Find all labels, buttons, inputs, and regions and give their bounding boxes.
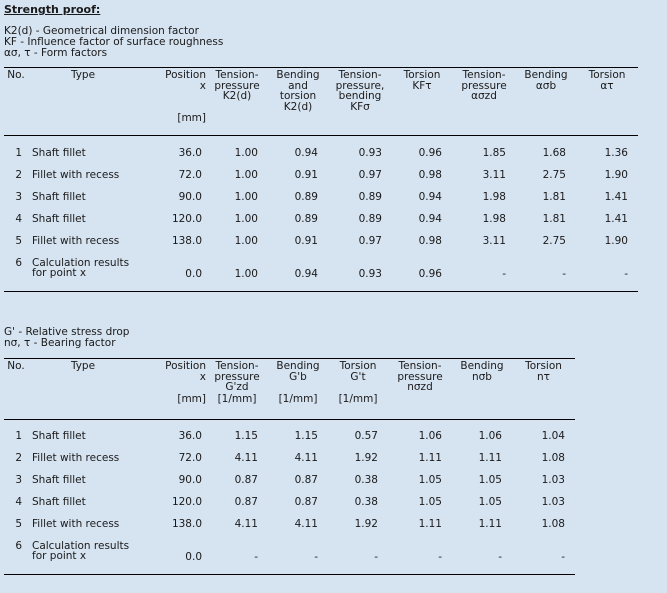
row-value: 0.89 — [358, 190, 382, 203]
row-value: 1.03 — [541, 473, 565, 486]
row-value: 0.97 — [358, 168, 382, 181]
row-position: 0.0 — [138, 258, 206, 292]
row-value: 4.11 — [234, 451, 258, 464]
row-number: 6 — [4, 258, 28, 292]
header-g-t: Torsion G't [1/mm] — [328, 359, 388, 405]
table-row — [4, 475, 575, 497]
row-value: 1.00 — [234, 190, 258, 203]
row-value: 1.81 — [542, 212, 566, 225]
table-row — [4, 541, 575, 575]
table-row — [4, 258, 638, 292]
row-value: 1.00 — [234, 212, 258, 225]
row-type: Fillet with recess — [32, 451, 120, 464]
row-value: 4.11 — [294, 517, 318, 530]
row-number: 5 — [15, 234, 22, 247]
row-number: 1 — [15, 146, 22, 159]
row-value: 4.11 — [294, 451, 318, 464]
row-value: 0.94 — [294, 146, 318, 159]
row-value: 0.96 — [392, 258, 452, 292]
row-number: 5 — [15, 517, 22, 530]
row-value: 0.98 — [418, 168, 442, 181]
row-value: 0.38 — [354, 495, 378, 508]
header-n-tau: Torsion nτ — [512, 359, 575, 405]
row-type: Shaft fillet — [32, 473, 86, 486]
header-type: Type — [28, 359, 138, 405]
row-value: - — [512, 541, 575, 575]
row-value: 1.36 — [604, 146, 628, 159]
row-value: 0.87 — [294, 473, 318, 486]
table-row — [4, 170, 638, 192]
row-type: Shaft fillet — [32, 429, 86, 442]
row-value: 1.90 — [604, 168, 628, 181]
row-value: - — [576, 258, 638, 292]
row-number: 3 — [15, 190, 22, 203]
legend-line: ασ, τ - Form factors — [4, 47, 108, 59]
row-value: 1.00 — [234, 234, 258, 247]
row-value: 1.06 — [418, 429, 442, 442]
row-value: 1.11 — [478, 451, 502, 464]
row-value: 1.04 — [541, 429, 565, 442]
legend-line: KF - Influence factor of surface roughness — [4, 36, 224, 48]
table-row — [4, 431, 575, 453]
table-header-row — [4, 68, 638, 124]
row-value: 1.08 — [541, 451, 565, 464]
table-row — [4, 519, 575, 541]
row-value: 1.05 — [418, 495, 442, 508]
row-number: 1 — [15, 429, 22, 442]
row-value: 0.89 — [294, 190, 318, 203]
row-value: - — [206, 541, 268, 575]
row-value: 0.87 — [234, 473, 258, 486]
row-value: 0.91 — [294, 234, 318, 247]
row-value: 1.00 — [206, 258, 268, 292]
header-no: No. — [4, 359, 28, 405]
row-value: 0.94 — [418, 190, 442, 203]
header-g-b: Bending G'b [1/mm] — [268, 359, 328, 405]
row-value: 1.11 — [418, 517, 442, 530]
row-value: 0.87 — [294, 495, 318, 508]
row-position: 72.0 — [178, 168, 202, 181]
row-value: 2.75 — [542, 168, 566, 181]
row-value: 0.93 — [358, 146, 382, 159]
row-position: 0.0 — [138, 541, 206, 575]
row-value: 1.92 — [354, 517, 378, 530]
row-value: 1.06 — [478, 429, 502, 442]
header-alpha-sigma-b: Bending ασb — [516, 68, 576, 124]
row-value: 1.68 — [542, 146, 566, 159]
row-type: Calculation results for point x — [28, 541, 138, 575]
legend-stress-drop — [4, 327, 129, 349]
row-number: 4 — [15, 212, 22, 225]
table-row — [4, 497, 575, 519]
row-value: - — [388, 541, 452, 575]
header-n-sigma-zd: Tension- pressure nσzd — [388, 359, 452, 405]
row-type: Fillet with recess — [32, 168, 120, 181]
row-position: 90.0 — [178, 190, 202, 203]
row-value: 0.98 — [418, 234, 442, 247]
row-value: 1.92 — [354, 451, 378, 464]
row-position: 36.0 — [178, 146, 202, 159]
header-position: Position x [mm] — [138, 359, 206, 405]
row-value: 0.94 — [268, 258, 328, 292]
row-value: 0.57 — [354, 429, 378, 442]
row-number: 3 — [15, 473, 22, 486]
row-value: 1.85 — [482, 146, 506, 159]
row-value: 1.00 — [234, 146, 258, 159]
row-value: - — [452, 541, 512, 575]
row-position: 138.0 — [171, 517, 202, 530]
row-value: 0.89 — [294, 212, 318, 225]
row-value: 4.11 — [234, 517, 258, 530]
table-row — [4, 236, 638, 258]
header-bending-torsion-k2d: Bending and torsion K2(d) — [268, 68, 328, 124]
form-factors-table — [4, 67, 638, 292]
header-position: Position x [mm] — [138, 68, 206, 124]
row-value: - — [328, 541, 388, 575]
row-type: Shaft fillet — [32, 146, 86, 159]
row-value: 1.98 — [482, 190, 506, 203]
row-value: 0.97 — [358, 234, 382, 247]
row-value: 1.41 — [604, 190, 628, 203]
row-value: 0.87 — [234, 495, 258, 508]
row-value: 1.05 — [418, 473, 442, 486]
row-value: 1.08 — [541, 517, 565, 530]
row-number: 6 — [4, 541, 28, 575]
header-alpha-tau: Torsion ατ — [576, 68, 638, 124]
header-alpha-sigma-zd: Tension- pressure ασzd — [452, 68, 516, 124]
row-value: 0.38 — [354, 473, 378, 486]
row-value: 1.00 — [234, 168, 258, 181]
row-value: 1.90 — [604, 234, 628, 247]
row-value: 0.89 — [358, 212, 382, 225]
row-position: 120.0 — [171, 495, 202, 508]
header-no: No. — [4, 68, 28, 124]
row-value: 0.91 — [294, 168, 318, 181]
legend-line: nσ, τ - Bearing factor — [4, 337, 116, 349]
row-value: - — [516, 258, 576, 292]
row-position: 138.0 — [171, 234, 202, 247]
row-type: Shaft fillet — [32, 212, 86, 225]
row-value: 1.11 — [478, 517, 502, 530]
row-type: Fillet with recess — [32, 234, 120, 247]
table-row — [4, 192, 638, 214]
row-value: 1.41 — [604, 212, 628, 225]
row-type: Calculation results for point x — [28, 258, 138, 292]
header-g-zd: Tension- pressure G'zd [1/mm] — [206, 359, 268, 405]
legend-line: G' - Relative stress drop — [4, 326, 130, 338]
row-value: - — [452, 258, 516, 292]
row-type: Shaft fillet — [32, 190, 86, 203]
row-value: 1.98 — [482, 212, 506, 225]
table-header-row — [4, 359, 575, 405]
row-number: 4 — [15, 495, 22, 508]
legend-line: K2(d) - Geometrical dimension factor — [4, 25, 199, 37]
row-number: 2 — [15, 168, 22, 181]
table-row — [4, 214, 638, 236]
row-type: Shaft fillet — [32, 495, 86, 508]
header-kf-sigma: Tension- pressure, bending KFσ — [328, 68, 392, 124]
table-row — [4, 148, 638, 170]
row-value: 1.05 — [478, 473, 502, 486]
row-value: 1.15 — [294, 429, 318, 442]
row-value: - — [268, 541, 328, 575]
row-value: 2.75 — [542, 234, 566, 247]
row-value: 1.15 — [234, 429, 258, 442]
row-value: 1.81 — [542, 190, 566, 203]
row-position: 90.0 — [178, 473, 202, 486]
row-value: 1.11 — [418, 451, 442, 464]
header-type: Type — [28, 68, 138, 124]
row-type: Fillet with recess — [32, 517, 120, 530]
header-n-sigma-b: Bending nσb — [452, 359, 512, 405]
row-value: 1.03 — [541, 495, 565, 508]
row-position: 120.0 — [171, 212, 202, 225]
page-title: Strength proof: — [4, 3, 101, 16]
row-position: 36.0 — [178, 429, 202, 442]
stress-drop-table — [4, 358, 575, 575]
row-value: 1.05 — [478, 495, 502, 508]
table-row — [4, 453, 575, 475]
row-value: 3.11 — [482, 234, 506, 247]
row-value: 3.11 — [482, 168, 506, 181]
header-tension-pressure-k2d: Tension- pressure K2(d) — [206, 68, 268, 124]
legend-form-factors — [4, 26, 223, 59]
row-value: 0.96 — [418, 146, 442, 159]
row-value: 0.93 — [328, 258, 392, 292]
row-value: 0.94 — [418, 212, 442, 225]
row-position: 72.0 — [178, 451, 202, 464]
row-number: 2 — [15, 451, 22, 464]
header-kf-tau: Torsion KFτ — [392, 68, 452, 124]
